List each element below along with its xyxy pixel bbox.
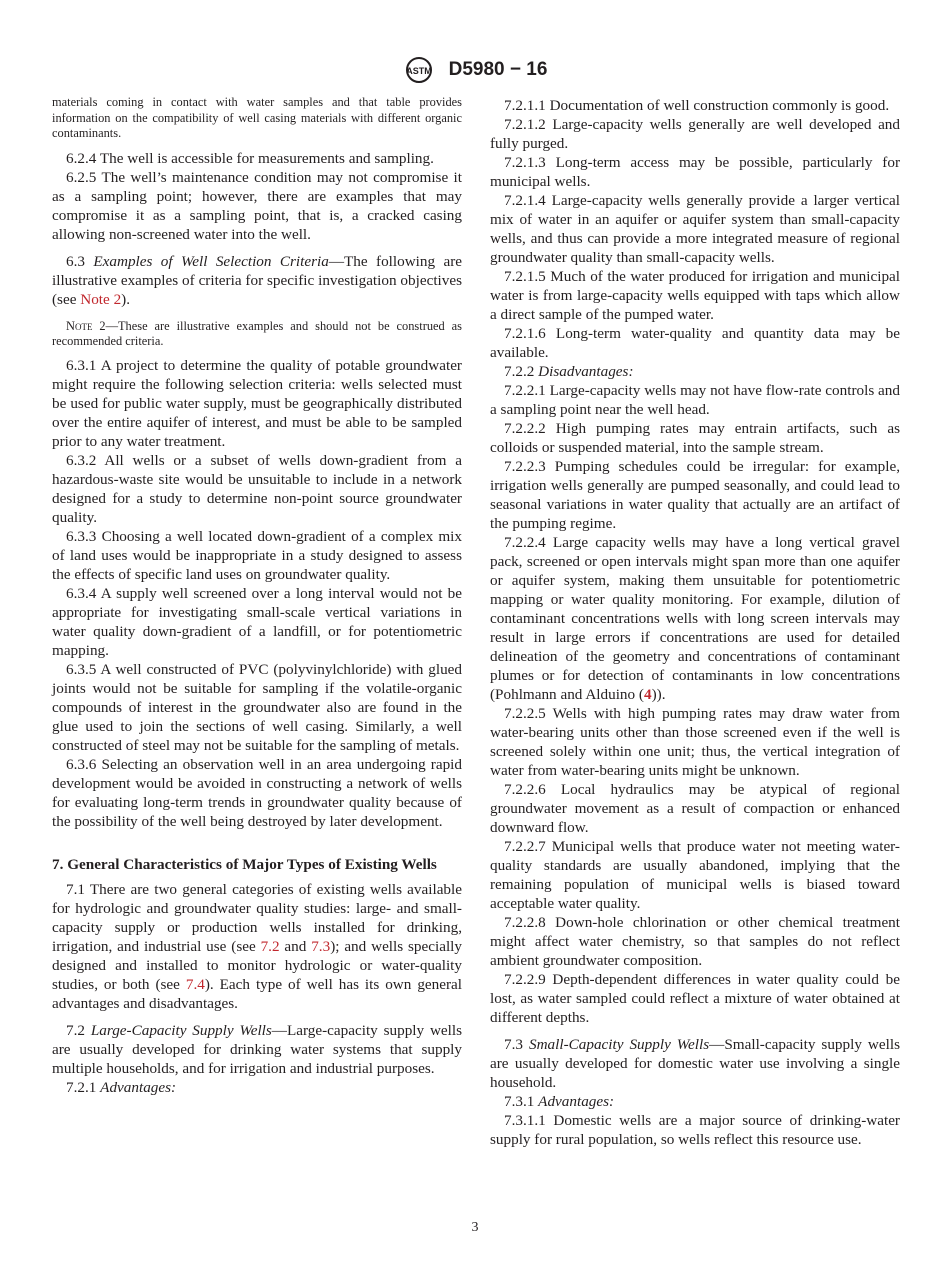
text-span: ); and wells specially designed and installed to monitor hydrologic or water-quality studies, or both (see	[52, 937, 462, 993]
paragraph	[52, 584, 462, 660]
page-header	[0, 56, 950, 84]
paragraph	[52, 149, 462, 168]
paragraph	[52, 755, 462, 831]
text-span: 7.2.1	[66, 1078, 101, 1096]
text-span: 7.2.2.9 Depth-dependent differences in water quality could be lost, as water sampled could reflect a mixture of water obtained at different depths.	[490, 971, 900, 1026]
standard-designation: D5980 − 16	[448, 59, 548, 80]
italic-text: Advantages:	[538, 1093, 615, 1110]
text-span: 7.2.1.3 Long-term access may be possible, particularly for municipal wells.	[490, 154, 900, 190]
text-span: —The following are illustrative examples of criteria for specific investigation objectives (see	[52, 252, 462, 308]
paragraph	[52, 880, 462, 1013]
paragraph	[490, 780, 900, 837]
italic-text: Large-Capacity Supply Wells	[90, 1021, 272, 1039]
paragraph	[490, 153, 900, 191]
text-span: 6.3.3 Choosing a well located down-gradient of a complex mix of land uses would be inappropriate in a study designed to assess the effects of specific land uses on groundwater quality.	[52, 527, 462, 583]
paragraph	[490, 115, 900, 153]
paragraph	[52, 95, 462, 142]
svg-text:ASTM: ASTM	[405, 66, 432, 76]
text-span: —Large-capacity supply wells are usually developed for drinking water systems that supply multiple households, and for irrigation and industrial purposes.	[52, 1021, 463, 1077]
paragraph	[52, 168, 462, 244]
paragraph	[52, 1021, 462, 1078]
text-span: 7.2.1.5 Much of the water produced for irrigation and municipal water is from large-capacity wells equipped with taps which allow a direct sample of the pumped water.	[490, 268, 900, 323]
paragraph	[490, 1092, 900, 1111]
text-span: 6.3.1 A project to determine the quality of potable groundwater might require the following selection criteria: wells selected must be used for public water supply, must be geographically distributed over the entire aquifer of interest, and must be able to be sampled prior to any water treatment.	[52, 356, 462, 450]
text-span: 7.1 There are two general categories of existing wells available for hydrologic and groundwater quality studies: large- and small-capacity supply or production wells installed for drinking, irrigation, and industrial use (see	[52, 880, 462, 955]
cross-reference-link[interactable]: 7.4	[185, 975, 205, 993]
text-span: 6.3.2 All wells or a subset of wells down-gradient from a hazardous-waste site would be unsuitable to include in a network designed for a study to determine non-point source groundwater quality.	[52, 451, 462, 526]
text-span: 7.3.1.1 Domestic wells are a major source of drinking-water supply for rural population, so wells reflect this resource use.	[490, 1112, 900, 1148]
paragraph	[52, 1078, 462, 1097]
text-span: 7. General Characteristics of Major Types of Existing Wells	[52, 855, 437, 873]
paragraph	[490, 381, 900, 419]
cross-reference-link[interactable]: 4	[643, 686, 652, 703]
note-paragraph	[52, 319, 462, 350]
text-span: 7.2.2.4 Large capacity wells may have a long vertical gravel pack, screened or open intervals might span more than one aquifer or aquifer system, making them unsuitable for potentiometric mapping or water quality monitoring. For example, dilution of contaminant concentrations wells with long screen intervals may result in large errors if concentrations are used for detailed delineation of the geometry and concentrations of contaminant plumes or for detection of contaminants in low concentrations (Pohlmann and Alduino (	[490, 534, 900, 703]
text-span: ). Each type of well has its own general advantages and disadvantages.	[52, 975, 463, 1012]
text-span: 7.2.1.6 Long-term water-quality and quantity data may be available.	[490, 325, 900, 361]
text-span: 7.2.2.5 Wells with high pumping rates may draw water from water-bearing units other than those screened even if the well is screened solely within one unit; thus, the vertical integration of water from water-bearing units might be unknown.	[490, 705, 900, 779]
text-span: 6.2.5 The well’s maintenance condition may not compromise it as a sampling point; however, there are examples that may compromise it as a sampling point, that is, a cracked casing allowing non-screened water into the well.	[52, 168, 462, 243]
astm-logo-icon	[403, 56, 439, 84]
paragraph	[490, 324, 900, 362]
paragraph	[490, 704, 900, 780]
paragraph	[52, 356, 462, 451]
text-span: 7.3	[504, 1036, 529, 1053]
paragraph	[52, 527, 462, 584]
paragraph	[490, 191, 900, 267]
text-span: 7.2.2	[504, 363, 539, 380]
page-number: 3	[471, 1220, 479, 1235]
text-span: 6.3.6 Selecting an observation well in an area undergoing rapid development would be avoided in constructing a network of wells for evaluating long-term trends in groundwater quality because of the possibility of the well being destroyed by later development.	[52, 755, 462, 830]
right-column	[490, 96, 900, 1149]
text-span: 7.3.1	[504, 1093, 539, 1110]
text-span: )).	[651, 686, 666, 703]
cross-reference-link[interactable]: 7.2	[260, 937, 280, 955]
text-span: materials coming in contact with water samples and that table provides information on the compatibility of well casing materials with different organic contaminants.	[52, 95, 462, 140]
text-span: 6.2.4 The well is accessible for measurements and sampling.	[66, 149, 434, 167]
paragraph	[490, 419, 900, 457]
paragraph	[490, 1035, 900, 1092]
text-span: 7.2	[66, 1021, 91, 1039]
italic-text: Disadvantages:	[538, 363, 634, 380]
paragraph	[490, 96, 900, 115]
text-span: 7.2.2.6 Local hydraulics may be atypical of regional groundwater movement as a result of compaction or enhanced downward flow.	[490, 781, 900, 836]
text-span: 7.2.1.2 Large-capacity wells generally are well developed and fully purged.	[490, 116, 900, 152]
paragraph	[490, 1111, 900, 1149]
text-span: 7.2.2.7 Municipal wells that produce water not meeting water-quality standards are usually abandoned, implying that the remaining population of municipal wells is biased toward acceptable water quality.	[490, 838, 900, 912]
text-span: 7.2.1.1 Documentation of well construction commonly is good.	[504, 97, 890, 114]
paragraph	[52, 451, 462, 527]
paragraph	[490, 533, 900, 704]
text-span: 6.3.5 A well constructed of PVC (polyvinylchloride) with glued joints would not be suitable for sampling if the volatile-organic compounds of interest in the groundwater also are found in the glue used to join the sections of well casing. Similarly, a well constructed of steel may not be suitable for the sampling of metals.	[52, 660, 462, 754]
italic-text: Advantages:	[100, 1078, 177, 1096]
cross-reference-link[interactable]: 7.3	[311, 937, 331, 955]
cross-reference-link[interactable]: Note 2	[80, 290, 122, 308]
text-span: —These are illustrative examples and should not be construed as recommended criteria.	[52, 318, 462, 348]
text-span: 7.2.2.3 Pumping schedules could be irregular: for example, irrigation wells generally are pumped seasonally, and could lead to seasonal variations in water quality that actually are an artifact of the pumping regime.	[490, 458, 900, 532]
text-span: 6.3	[66, 252, 94, 270]
text-span: 6.3.4 A supply well screened over a long interval would not be appropriate for investigating small-scale vertical variations in water quality down-gradient of a landfill, or for potentiometric mapping.	[52, 584, 462, 659]
paragraph	[490, 267, 900, 324]
text-span: and	[279, 937, 312, 955]
paragraph	[490, 457, 900, 533]
text-span: —Small-capacity supply wells are usually developed for domestic water use involving a single household.	[490, 1036, 900, 1091]
paragraph	[52, 252, 462, 309]
section-heading	[52, 855, 462, 874]
paragraph	[490, 362, 900, 381]
paragraph	[490, 913, 900, 970]
paragraph	[52, 660, 462, 755]
text-span: 7.2.1.4 Large-capacity wells generally provide a larger vertical mix of water in an aquifer or aquifer system than small-capacity wells, and thus can provide a more integrated measure of regional groundwater quality than small-capacity wells.	[490, 192, 900, 266]
text-span: ).	[121, 290, 131, 308]
italic-text: Small-Capacity Supply Wells	[528, 1036, 710, 1053]
text-span: 7.2.2.1 Large-capacity wells may not have flow-rate controls and a sampling point near the well head.	[490, 382, 900, 418]
italic-text: Examples of Well Selection Criteria	[93, 252, 329, 270]
paragraph	[490, 837, 900, 913]
left-column	[52, 95, 462, 1097]
text-span: 7.2.2.2 High pumping rates may entrain artifacts, such as colloids or suspended material, into the sample stream.	[490, 420, 900, 456]
paragraph	[490, 970, 900, 1027]
text-span: 7.2.2.8 Down-hole chlorination or other chemical treatment might affect water chemistry, so that samples do not reflect ambient groundwater composition.	[490, 914, 900, 969]
text-span: Note 2	[66, 318, 106, 333]
